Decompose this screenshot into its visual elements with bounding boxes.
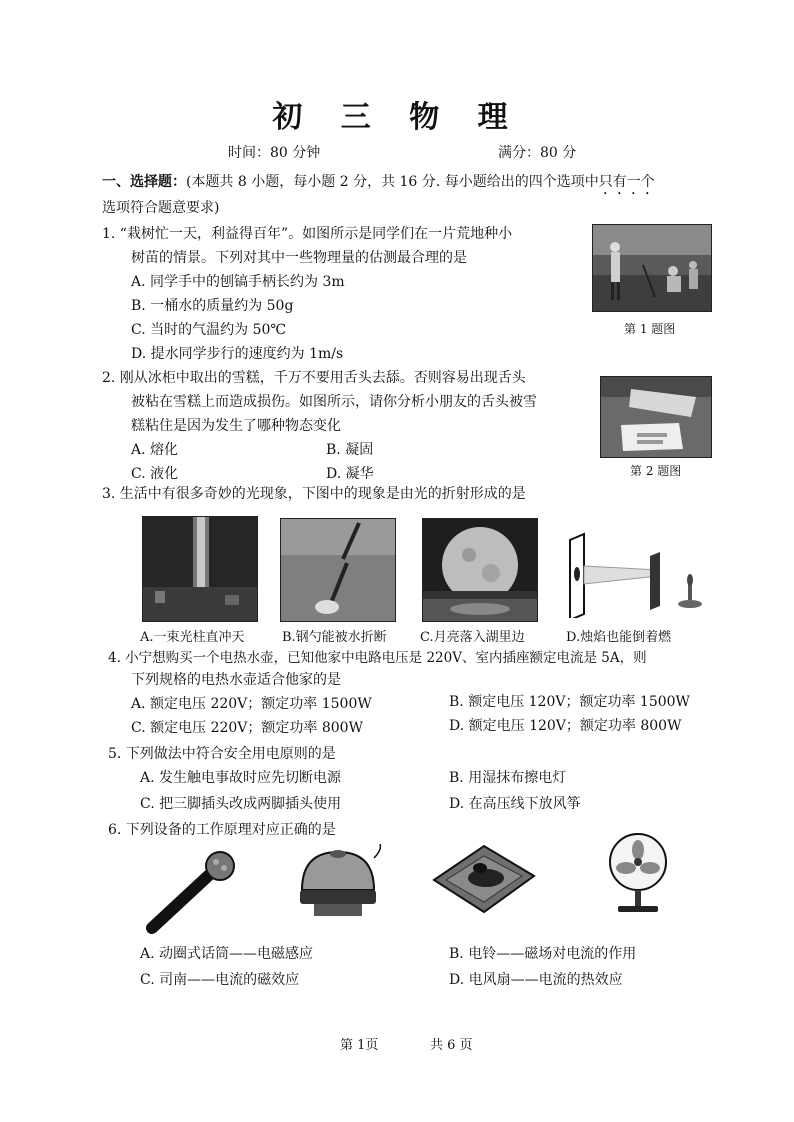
exam-score: 满分：80 分 [498,145,577,161]
q3-option-d: D.烛焰也能倒着燃 [566,630,672,645]
page-title: 初 三 物 理 [272,100,522,135]
q3-option-c: C.月亮落入湖里边 [420,630,525,645]
q6-option-a: A. 动圈式话筒——电磁感应 [140,946,314,962]
q3-spoon-in-water-photo [280,518,396,622]
section-title: 一、选择题： [102,174,186,190]
q2-option-a: A. 熔化 [131,442,179,458]
q5-option-c: C. 把三脚插头改成两脚插头使用 [140,796,342,812]
q1-figure-caption: 第 1 题图 [624,322,676,336]
q6-line1: 6. 下列设备的工作原理对应正确的是 [108,822,336,838]
section-heading-line [102,172,655,198]
q4-line1: 4. 小宁想购买一个电热水壶，已知他家中电路电压是 220V、室内插座额定电流是 5A，则 [108,650,647,666]
q3-light-beam-photo [142,516,258,622]
q3-option-b: B.钢勺能被水折断 [282,630,387,645]
q5-option-b: B. 用湿抹布擦电灯 [449,770,567,786]
q2-line1: 2. 刚从冰柜中取出的雪糕，千万不要用舌头去舔。否则容易出现舌头 [102,370,526,386]
q6-option-d: D. 电风扇——电流的热效应 [449,972,623,988]
q2-line3: 糕粘住是因为发生了哪种物态变化 [131,418,341,434]
q1-option-d: D. 提水同学步行的速度约为 1m/s [131,346,344,362]
q5-option-a: A. 发生触电事故时应先切断电源 [140,770,342,786]
q4-option-a: A. 额定电压 220V；额定功率 1500W [131,696,372,712]
q3-option-a: A.一束光柱直冲天 [140,630,245,645]
total-pages: 共 6 页 [430,1038,473,1053]
q6-electric-fan-image [598,832,678,916]
q3-moon-on-lake-photo [422,518,538,622]
q1-tree-planting-photo [592,224,712,312]
q2-option-d: D. 凝华 [326,466,374,482]
q5-line1: 5. 下列做法中符合安全用电原则的是 [108,746,336,762]
q2-option-b: B. 凝固 [326,442,374,458]
q4-option-c: C. 额定电压 220V；额定功率 800W [131,720,363,736]
q6-sinan-compass-image [428,842,538,916]
exam-time: 时间：80 分钟 [228,145,321,161]
q2-option-c: C. 液化 [131,466,179,482]
q5-option-d: D. 在高压线下放风筝 [449,796,581,812]
section-desc-c: 选项符合题意要求) [102,200,220,216]
q1-line1: 1. “栽树忙一天，利益得百年”。如图所示是同学们在一片荒地种小 [102,226,513,242]
q4-line2: 下列规格的电热水壶适合他家的是 [131,672,341,688]
q6-microphone-image [136,850,246,934]
q2-ice-cream-tongue-photo [600,376,712,458]
q6-option-c: C. 司南——电流的磁效应 [140,972,300,988]
section-desc-emphasis: 只有一个 [598,174,655,190]
q3-pinhole-candle-diagram [562,526,712,618]
q3-line1: 3. 生活中有很多奇妙的光现象，下图中的现象是由光的折射形成的是 [102,486,526,502]
q1-option-b: B. 一桶水的质量约为 50g [131,298,294,314]
page-number: 第 1页 [340,1038,379,1053]
q1-option-c: C. 当时的气温约为 50℃ [131,322,287,338]
q6-option-b: B. 电铃——磁场对电流的作用 [449,946,637,962]
q1-line2: 树苗的情景。下列对其中一些物理量的估测最合理的是 [131,250,467,266]
q2-figure-caption: 第 2 题图 [630,464,682,478]
q1-option-a: A. 同学手中的刨镐手柄长约为 3m [131,274,345,290]
section-desc-a: (本题共 8 小题，每小题 2 分，共 16 分. 每小题给出的四个选项中 [186,174,599,190]
q4-option-b: B. 额定电压 120V；额定功率 1500W [449,694,690,710]
q6-electric-bell-image [292,844,384,922]
q4-option-d: D. 额定电压 120V；额定功率 800W [449,718,682,734]
q2-line2: 被粘在雪糕上而造成损伤。如图所示，请你分析小朋友的舌头被雪 [131,394,537,410]
